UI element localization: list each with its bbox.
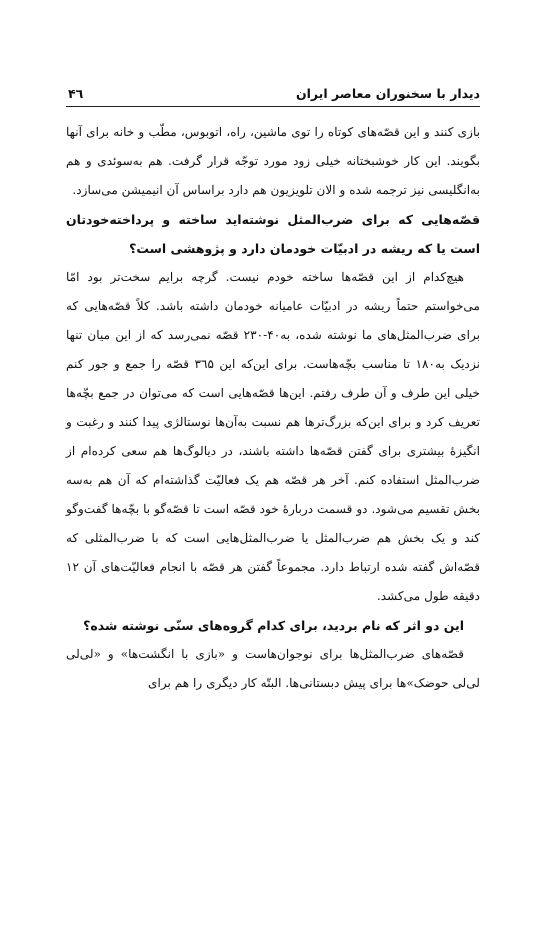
- question-heading: قصّه‌هایی که برای ضرب‌المثل نوشته‌اید ساخته و پرداخته‌خودتان است یا که ریشه در ادبیّات خودمان دارد و پژوهشی است؟: [66, 212, 480, 256]
- answer-paragraph: هیچ‌کدام از این قصّه‌ها ساخته خودم نیست. گرچه برایم سخت‌تر بود امّا می‌خواستم حتماً ریشه در ادبیّات عامیانه خودمان داشته باشد. کلاً قصّه‌هایی که برای ضرب‌المثل‌های ما نوشته شده، به۴۰-۲۳۰ قصّه نمی‌رسد که از این میان تنها نزدیک به۱۸۰ تا مناسب بچّه‌هاست. برای این‌که این ۳٦۵ قصّه را جمع و جور کنم خیلی این طرف و آن طرف رفتم. این‌ها قصّه‌هایی است که می‌توان در جمع بچّه‌ها تعریف کرد و برای این‌که بزرگ‌ترها هم نسبت به‌آن‌ها نوستالژی پیدا کنند و رغبت و انگیزهٔ بیشتری برای گفتن قصّه‌ها داشته باشند، در دیالوگ‌ها هم سعی کرده‌ام از ضرب‌المثل استفاده کنم. آخر هر قصّه هم یک فعالیّت گذاشته‌ام که آن هم به‌سه بخش تقسیم می‌شود. دو قسمت دربارهٔ خود قصّه است تا قصّه‌گو با بچّه‌ها گفت‌وگو کند و یک بخش هم ضرب‌المثل یا ضرب‌المثل‌هایی است که با ضرب‌المثلی که قصّه‌اش گفته شده ارتباط دارد. مجموعاً گفتن هر قصّه با انجام فعالیّت‌های آن ۱۲ دقیقه طول می‌کشد.: [66, 270, 480, 603]
- question-heading: این دو اثر که نام بردید، برای کدام گروه‌های سنّی نوشته شده؟: [83, 618, 464, 633]
- body-text: [66, 118, 480, 698]
- answer-paragraph: بازی کنند و این قصّه‌های کوتاه را توی ماشین، راه، اتوبوس، مطّب و خانه برای آنها بگویند. این کار خوشبختانه خیلی زود مورد توجّه قرار گرفت. هم به‌سوئدی و هم به‌انگلیسی نیز ترجمه شده و الان تلویزیون هم دارد براساس آن انیمیشن می‌سازد.: [66, 125, 480, 197]
- answer-paragraph: قصّه‌های ضرب‌المثل‌ها برای نوجوان‌هاست و «بازی با انگشت‌ها» و «لی‌لی لی‌لی حوضک»‌ها برای پیش دبستانی‌ها. البتّه کار دیگری را هم برای: [66, 647, 480, 690]
- page-number: ۴٦: [68, 85, 84, 101]
- running-header: [68, 82, 480, 104]
- header-rule: [66, 106, 480, 107]
- running-title: دیدار با سخنوران معاصر ایران: [295, 85, 480, 101]
